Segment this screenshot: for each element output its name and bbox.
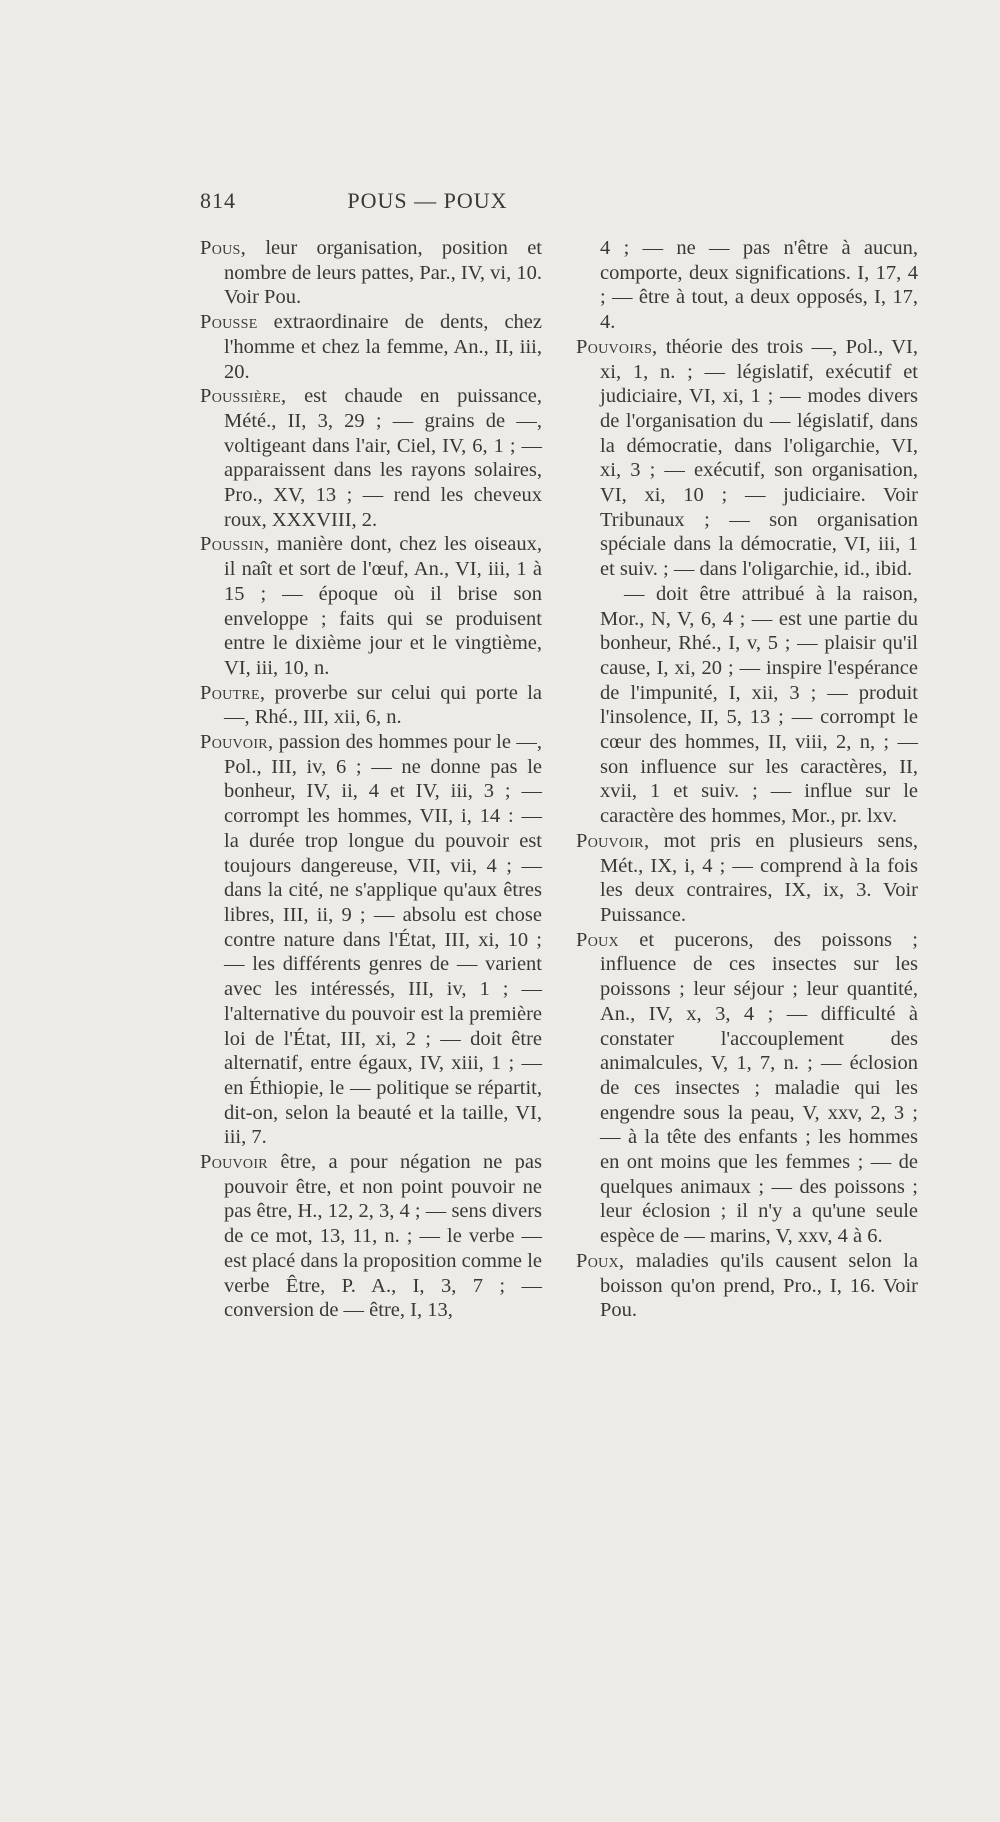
- index-entry: [200, 681, 542, 730]
- entry-headword: Pousse: [200, 311, 258, 334]
- entry-headword: Pous,: [200, 237, 247, 259]
- entry-headword: Poux,: [576, 1249, 625, 1272]
- index-entry: [200, 310, 542, 384]
- index-entry: [200, 384, 542, 532]
- index-entry: [576, 928, 918, 1249]
- index-entry: [576, 829, 918, 928]
- entry-body: mot pris en plusieurs sens, Mét., IX, i, 4 ; — comprend à la fois les deux contraires, IX, ix, 3. Voir Puissance.: [600, 829, 918, 926]
- index-entry: [200, 1150, 542, 1323]
- entry-headword: Poussin,: [200, 533, 270, 556]
- index-entry: [200, 532, 542, 680]
- index-entry-continuation: [576, 236, 918, 335]
- right-column: [576, 236, 918, 1323]
- entry-body: maladies qu'ils causent selon la boisson qu'on prend, Pro., I, 16. Voir Pou.: [600, 1249, 918, 1322]
- entry-body: théorie des trois —, Pol., VI, xi, 1, n. ; — législatif, exécutif et judiciaire, VI, xi, 1 ; — modes divers de l'organisation du — législatif, dans la démocratie, dans l'oligarchie, VI, xi, 3 ; — exécutif, son organisation, VI, xi, 10 ; — judiciaire. Voir Tribunaux ; — son organisation spéciale dans la démocratie, VI, iii, 1 et suiv. ; — dans l'oligarchie, id., ibid.: [600, 335, 918, 581]
- index-entry: [576, 1249, 918, 1323]
- entry-body: est chaude en puissance, Mété., II, 3, 29 ; — grains de —, voltigeant dans l'air, Ciel, IV, 6, 1 ; — apparaissent dans les rayons solaires, Pro., XV, 13 ; — rend les cheveux roux, XXXVIII, 2.: [224, 385, 542, 531]
- entry-headword: Poutre,: [200, 681, 266, 704]
- entry-body: extraordinaire de dents, chez l'homme et chez la femme, An., II, iii, 20.: [224, 311, 542, 383]
- entry-body: passion des hommes pour le —, Pol., III, iv, 6 ; — ne donne pas le bonheur, IV, ii, 4 et IV, iii, 3 ; — corrompt les hommes, VII, i, 14 : — la durée trop longue du pouvoir est toujours dangereuse, VII, vii, 4 ; — dans la cité, ne s'applique qu'aux êtres libres, III, ii, 9 ; — absolu est chose contre nature dans l'État, III, xi, 10 ; — les différents genres de — varient avec les intéressés, III, iv, 1 ; — l'alternative du pouvoir est la première loi de l'État, III, xi, 2 ; — doit être alternatif, entre égaux, IV, xiii, 1 ; — en Éthiopie, le — politique se répartit, dit-on, selon la beauté et la taille, VI, iii, 7.: [224, 731, 542, 1149]
- entry-body: manière dont, chez les oiseaux, il naît et sort de l'œuf, An., VI, iii, 1 à 15 ; — époque où il brise son enveloppe ; faits qui se produisent entre le dixième jour et le vingtième, VI, iii, 10, n.: [224, 533, 542, 679]
- entry-headword: Pouvoirs,: [576, 335, 658, 358]
- index-entry-paragraph: [576, 582, 918, 829]
- entry-body: leur organisation, position et nombre de leurs pattes, Par., IV, vi, 10. Voir Pou.: [224, 237, 542, 309]
- page-number: 814: [200, 188, 236, 213]
- entry-headword: Poussière,: [200, 385, 287, 408]
- entry-body: et pucerons, des poissons ; influence de ces insectes sur les poissons ; leur séjour ; leur quantité, An., IV, x, 3, 4 ; — difficulté à constater l'accouplement des animalcules, V, 1, 7, n. ; — éclosion de ces insectes ; maladie qui les engendre sous la peau, V, xxv, 2, 3 ; — à la tête des enfants ; les hommes en ont moins que les femmes ; — de quelques animaux ; — des poissons ; leur éclosion ; il n'y a qu'une seule espèce de — marins, V, xxv, 4 à 6.: [600, 928, 918, 1248]
- entry-body: proverbe sur celui qui porte la —, Rhé., III, xii, 6, n.: [224, 681, 542, 729]
- entry-headword: Pouvoir,: [200, 731, 274, 754]
- entry-body: — doit être attribué à la raison, Mor., N, V, 6, 4 ; — est une partie du bonheur, Rhé., I, v, 5 ; — plaisir qu'il cause, I, xi, 20 ; — inspire l'espérance de l'impunité, I, xii, 3 ; — produit l'insolence, II, 5, 13 ; — corrompt le cœur des hommes, II, viii, 2, n, ; — son influence sur les caractères, II, xvii, 1 et suiv. ; — influe sur le caractère des hommes, Mor., pr. lxv.: [600, 582, 918, 828]
- index-entry: [200, 730, 542, 1150]
- entry-headword: Poux: [576, 928, 619, 951]
- left-column: [200, 236, 542, 1323]
- page-header: [200, 188, 655, 218]
- entry-body: être, a pour négation ne pas pouvoir être, et non point pouvoir ne pas être, H., 12, 2, 3, 4 ; — sens divers de ce mot, 13, 11, n. ; — le verbe — est placé dans la proposition comme le verbe Être, P. A., I, 3, 7 ; — conversion de — être, I, 13,: [224, 1151, 542, 1322]
- entry-body: 4 ; — ne — pas n'être à aucun, comporte, deux significations. I, 17, 4 ; — être à tout, a deux opposés, I, 17, 4.: [600, 237, 918, 334]
- entry-headword: Pouvoir,: [576, 829, 650, 852]
- index-entry: [200, 236, 542, 310]
- index-entry: [576, 335, 918, 582]
- running-title: POUS — POUX: [347, 188, 508, 213]
- entry-headword: Pouvoir: [200, 1151, 268, 1174]
